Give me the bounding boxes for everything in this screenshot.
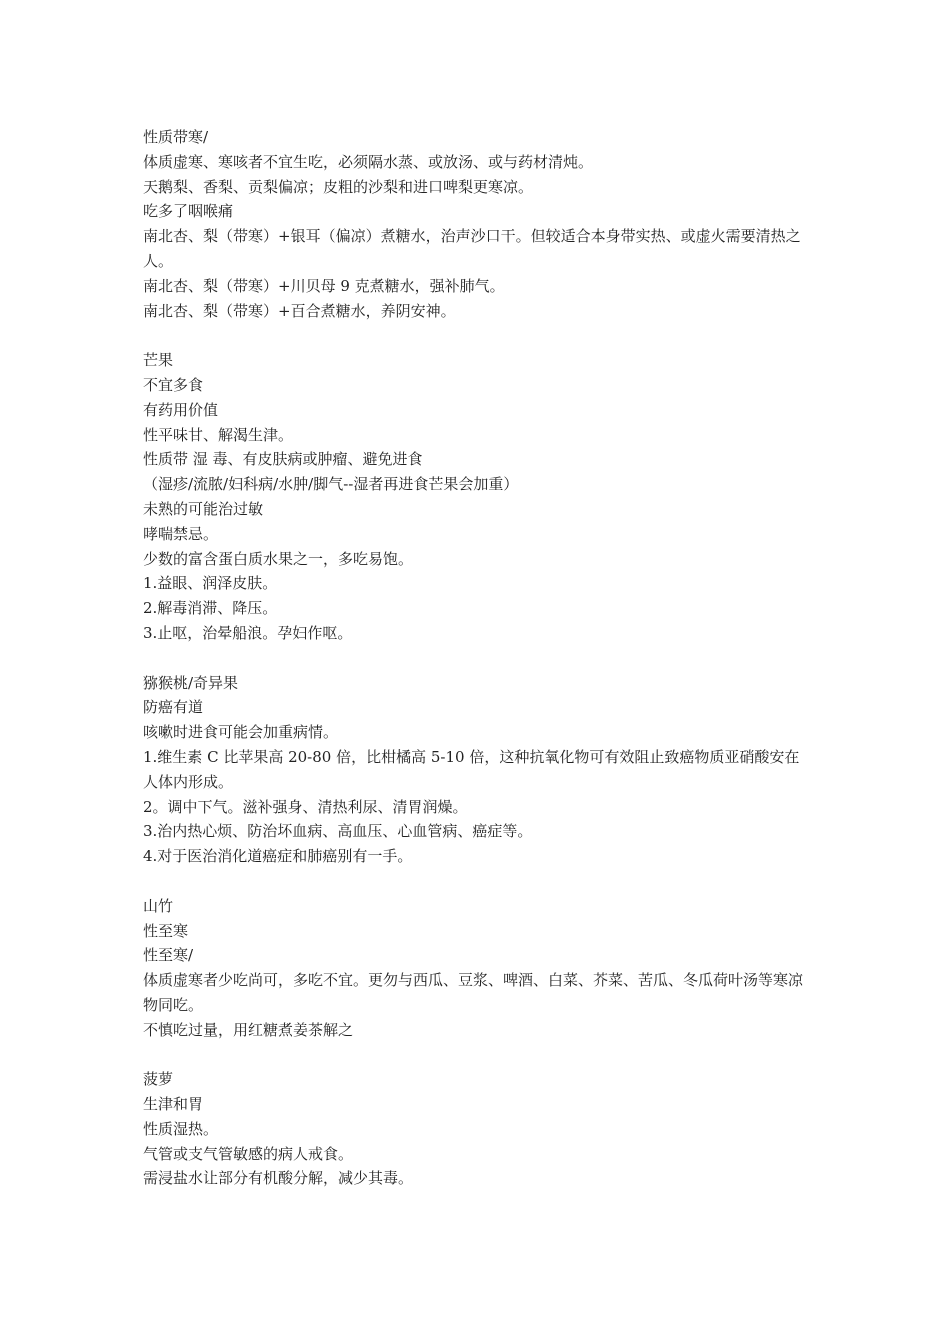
text-line: 性质带 湿 毒、有皮肤病或肿瘤、避免进食 (143, 450, 423, 469)
text-line: 性至寒/ (143, 946, 194, 965)
text-line: 有药用价值 (143, 400, 219, 419)
text-line: 1.益眼、润泽皮肤。 (143, 574, 278, 593)
text-line: 需浸盐水让部分有机酸分解，减少其毒。 (143, 1169, 414, 1188)
section-title: 菠萝 (143, 1070, 174, 1089)
text-line: （湿疹/流脓/妇科病/水肿/脚气--湿者再进食芒果会加重） (143, 475, 519, 494)
text-line: 2.解毒消滞、降压。 (143, 599, 278, 618)
text-line: 咳嗽时进食可能会加重病情。 (143, 723, 339, 742)
section-spacer (143, 323, 808, 348)
section-title: 猕猴桃/奇异果 (143, 673, 239, 692)
section-spacer (143, 646, 808, 671)
section-title: 芒果 (143, 351, 174, 370)
text-line: 生津和胃 (143, 1095, 204, 1114)
text-line: 少数的富含蛋白质水果之一，多吃易饱。 (143, 549, 414, 568)
text-line: 哮喘禁忌。 (143, 524, 219, 543)
section-pear (143, 125, 808, 323)
text-line: 不慎吃过量，用红糖煮姜茶解之 (143, 1020, 354, 1039)
text-line: 体质虚寒、寒咳者不宜生吃，必须隔水蒸、或放汤、或与药材清炖。 (143, 152, 594, 171)
text-line: 性至寒 (143, 921, 189, 940)
text-line: 性质湿热。 (143, 1119, 219, 1138)
text-line: 4.对于医治消化道癌症和肺癌别有一手。 (143, 847, 413, 866)
section-kiwi (143, 671, 808, 869)
section-spacer (143, 1042, 808, 1067)
section-spacer (143, 869, 808, 894)
text-line: 不宜多食 (143, 375, 204, 394)
text-line: 3.治内热心烦、防治坏血病、高血压、心血管病、癌症等。 (143, 822, 533, 841)
text-line: 防癌有道 (143, 698, 204, 717)
section-mangosteen (143, 894, 808, 1043)
text-line: 天鹅梨、香梨、贡梨偏凉；皮粗的沙梨和进口啤梨更寒凉。 (143, 177, 534, 196)
text-line: 南北杏、梨（带寒）+百合煮糖水，养阴安神。 (143, 301, 456, 320)
section-title: 山竹 (143, 896, 174, 915)
text-line: 性质带寒/ (143, 128, 209, 146)
text-line: 未熟的可能治过敏 (143, 499, 264, 518)
section-mango (143, 348, 808, 646)
text-line: 气管或支气管敏感的病人戒食。 (143, 1144, 354, 1163)
text-line: 3.止呕，治晕船浪。孕妇作呕。 (143, 623, 353, 642)
text-line: 南北杏、梨（带寒）+川贝母 9 克煮糖水，强补肺气。 (143, 276, 505, 295)
text-line: 2。调中下气。滋补强身、清热利尿、清胃润燥。 (143, 797, 468, 816)
document-body (143, 125, 808, 1191)
text-line: 性平味甘、解渴生津。 (143, 425, 294, 444)
text-line: 南北杏、梨（带寒）+银耳（偏凉）煮糖水，治声沙口干。但较适合本身带实热、或虚火需要清热之人。 (143, 227, 801, 270)
text-line: 吃多了咽喉痛 (143, 202, 234, 221)
text-line: 1.维生素 C 比苹果高 20-80 倍，比柑橘高 5-10 倍，这种抗氧化物可有效阻止致癌物质亚硝酸安在人体内形成。 (143, 747, 800, 791)
text-line: 体质虚寒者少吃尚可，多吃不宜。更勿与西瓜、豆浆、啤酒、白菜、芥菜、苦瓜、冬瓜荷叶汤等寒凉物同吃。 (143, 971, 804, 1014)
section-pineapple (143, 1067, 808, 1191)
